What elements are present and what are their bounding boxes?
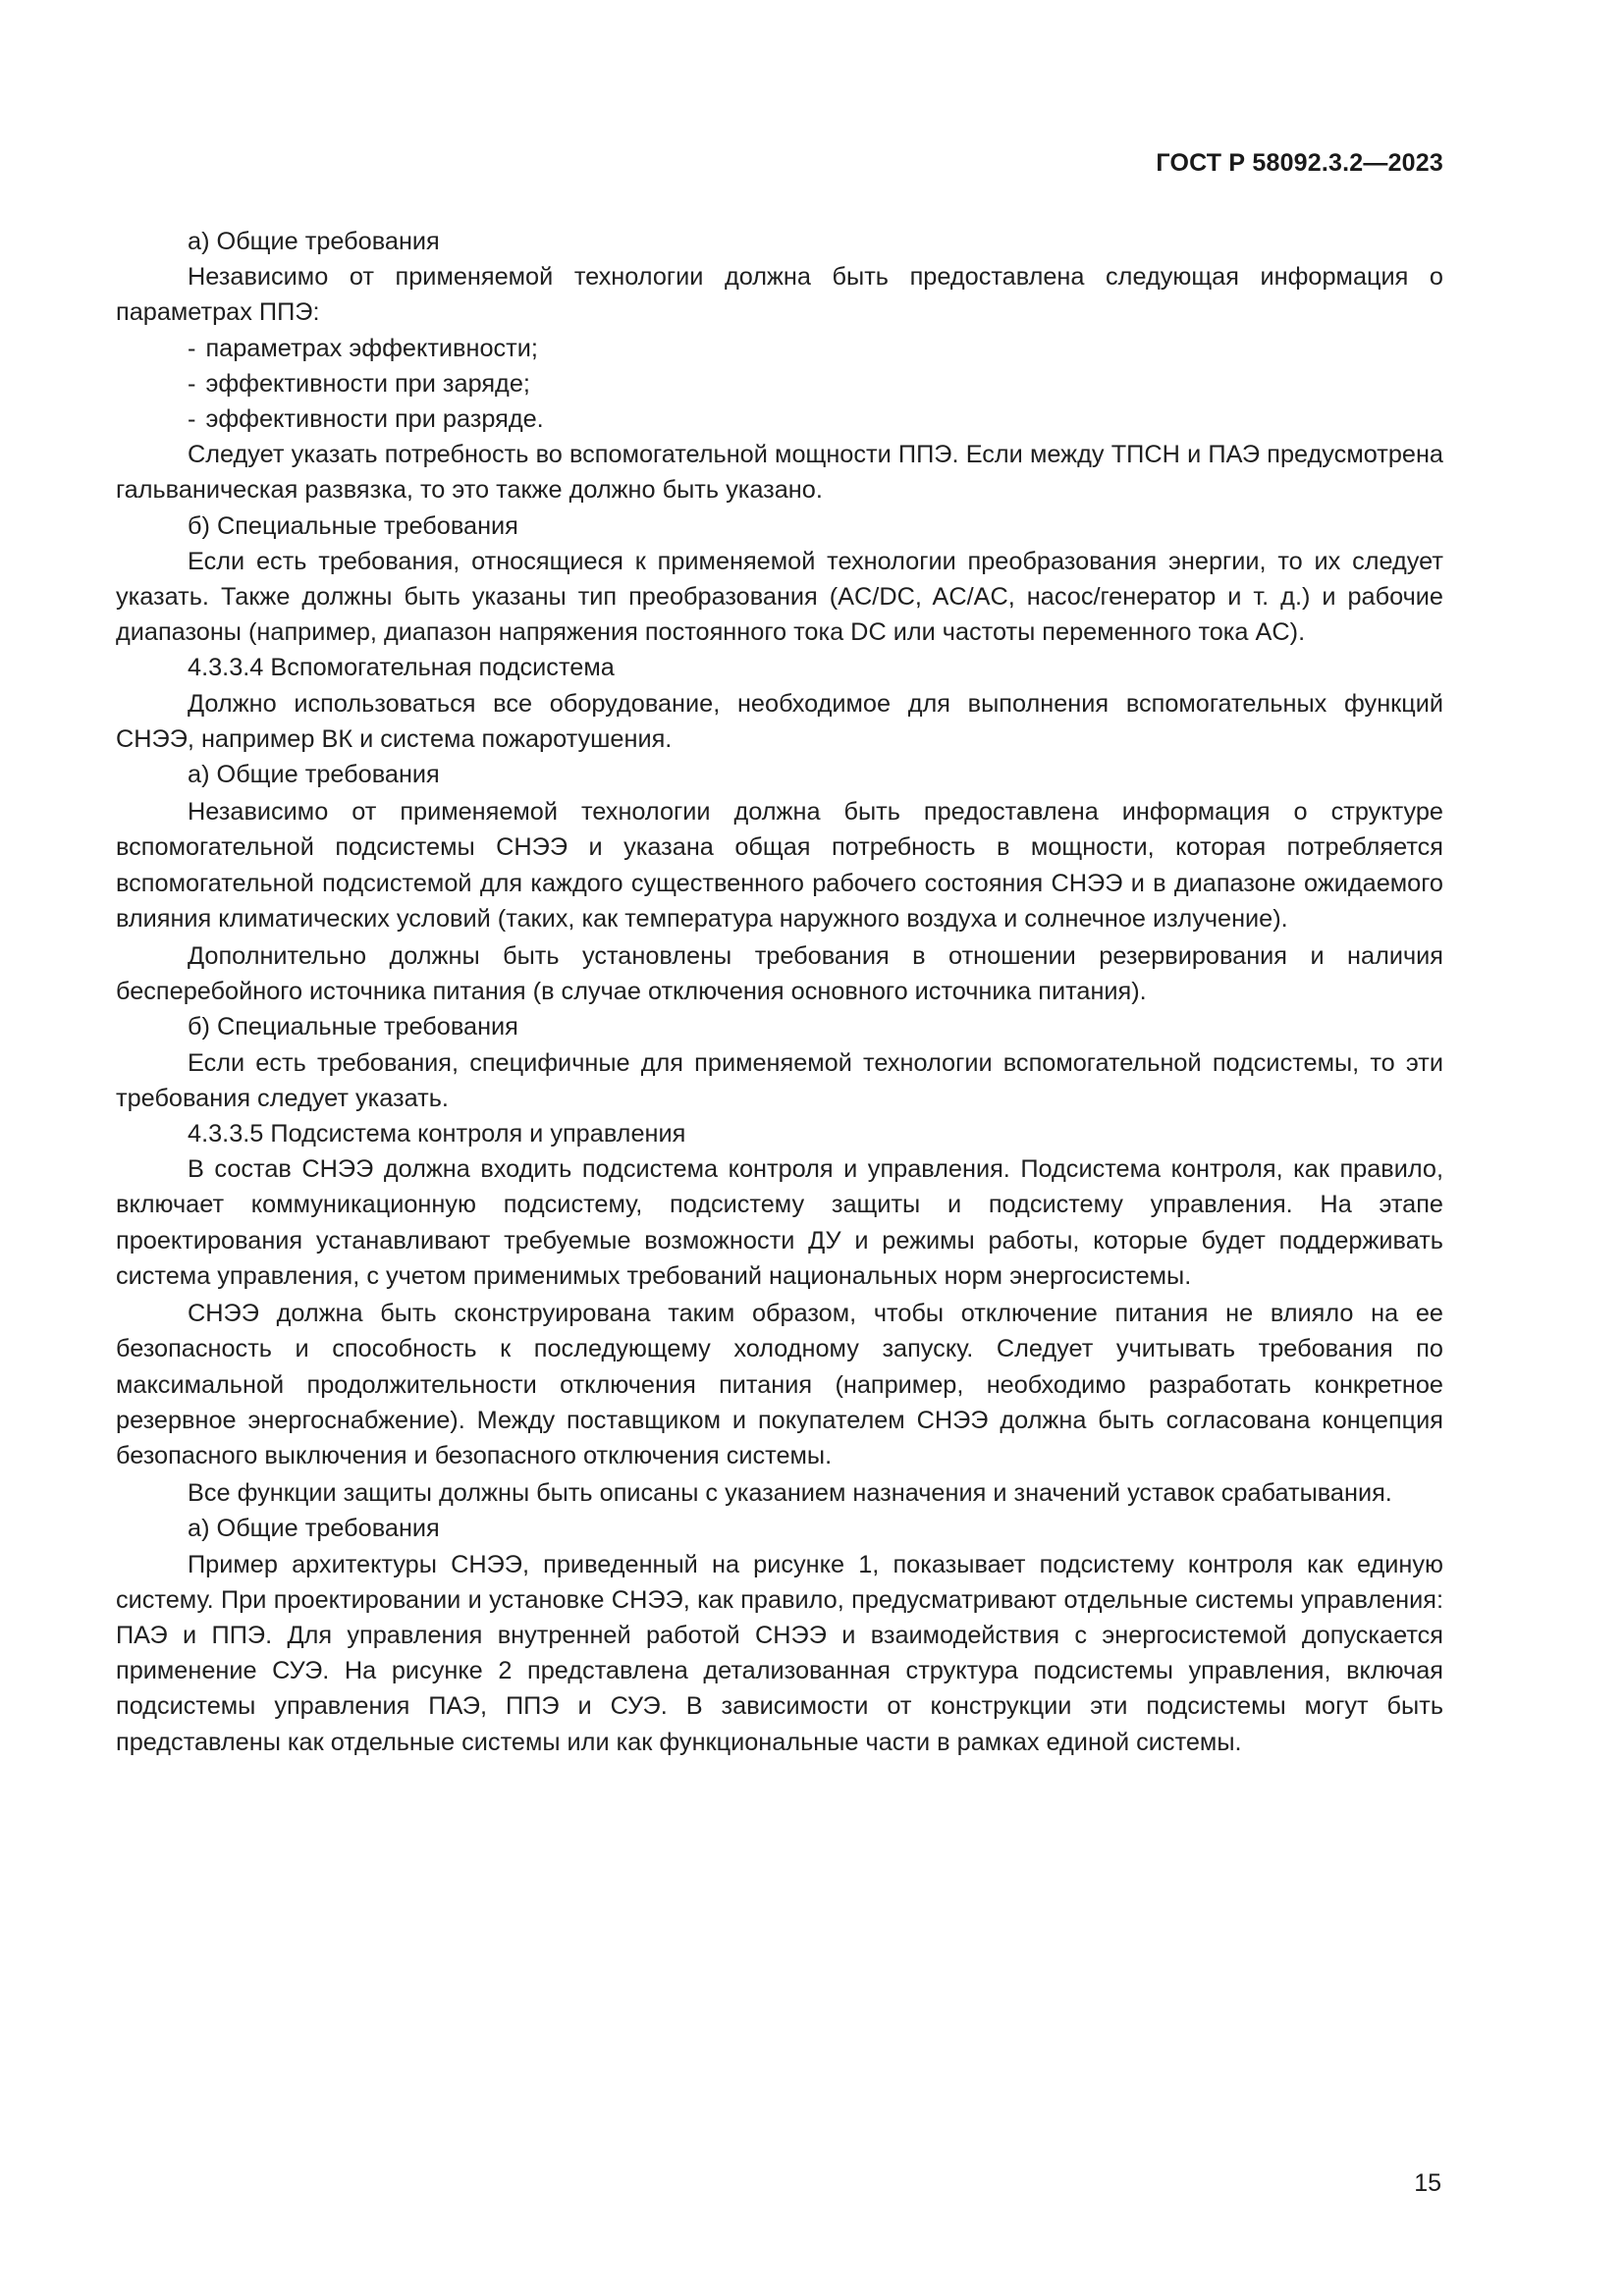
list-marker: -: [188, 405, 196, 434]
paragraph: Независимо от применяемой технологии должна быть предоставлена информация о структуре вспомогательной подсистемы СНЭЭ и указана общая потребность в мощности, которая потребляется вспомогательной подсистемой для каждого существенного рабочего состояния СНЭЭ и в диапазоне ожидаемого влияния климатических условий (таких, как температура наружного воздуха и солнечное излучение).: [116, 798, 1443, 933]
document-header: ГОСТ Р 58092.3.2—2023: [1156, 149, 1443, 177]
list-item-text: эффективности при заряде;: [205, 369, 530, 398]
paragraph: Все функции защиты должны быть описаны с указанием назначения и значений уставок срабатывания.: [188, 1479, 1392, 1508]
paragraph: Следует указать потребность во вспомогательной мощности ППЭ. Если между ТПСН и ПАЭ предусмотрена гальваническая развязка, то это также должно быть указано.: [116, 441, 1443, 505]
paragraph: Должно использоваться все оборудование, необходимое для выполнения вспомогательных функций СНЭЭ, например ВК и система пожаротушения.: [116, 689, 1443, 753]
paragraph: Если есть требования, относящиеся к применяемой технологии преобразования энергии, то их следует указать. Также должны быть указаны тип преобразования (AC/DC, AC/AC, насос/генератор и т. д.) и рабочие диапазоны (например, диапазон напряжения постоянного тока DC или частоты переменного тока AC).: [116, 547, 1443, 647]
paragraph: Дополнительно должны быть установлены требования в отношении резервирования и наличия бесперебойного источника питания (в случае отключения основного источника питания).: [116, 942, 1443, 1006]
paragraph: СНЭЭ должна быть сконструирована таким образом, чтобы отключение питания не влияло на ее безопасность и способность к последующему холодному запуску. Следует учитывать требования по максимальной продолжительности отключения питания (например, необходимо разработать конкретное резервное энергоснабжение). Между поставщиком и покупателем СНЭЭ должна быть согласована концепция безопасного выключения и безопасного отключения системы.: [116, 1300, 1443, 1469]
list-item-text: параметрах эффективности;: [205, 334, 538, 362]
list-item: [116, 366, 1443, 401]
subsection-heading: а) Общие требования: [188, 228, 440, 255]
page-number: 15: [1414, 2169, 1441, 2197]
subsection-heading: б) Специальные требования: [188, 1013, 518, 1041]
subsection-heading: а) Общие требования: [188, 1515, 440, 1543]
list-marker: -: [188, 334, 196, 362]
document-body: [116, 224, 1443, 1760]
section-heading: 4.3.3.4 Вспомогательная подсистема: [188, 654, 615, 682]
paragraph: Если есть требования, специфичные для применяемой технологии вспомогательной подсистемы, то эти требования следует указать.: [116, 1048, 1443, 1112]
paragraph: Пример архитектуры СНЭЭ, приведенный на рисунке 1, показывает подсистему контроля как единую систему. При проектировании и установке СНЭЭ, как правило, предусматривают отдельные системы управления: ПАЭ и ППЭ. Для управления внутренней работой СНЭЭ и взаимодействия с энергосистемой допускается применение СУЭ. На рисунке 2 представлена детализованная структура подсистемы управления, включая подсистемы управления ПАЭ, ППЭ и СУЭ. В зависимости от конструкции эти подсистемы могут быть представлены как отдельные системы или как функциональные части в рамках единой системы.: [116, 1550, 1443, 1756]
subsection-heading: а) Общие требования: [188, 761, 440, 789]
list-item: [116, 401, 1443, 437]
section-heading: 4.3.3.5 Подсистема контроля и управления: [188, 1120, 686, 1148]
list-item-text: эффективности при разряде.: [205, 405, 544, 434]
list-marker: -: [188, 369, 196, 398]
list-item: [116, 331, 1443, 366]
paragraph: В состав СНЭЭ должна входить подсистема контроля и управления. Подсистема контроля, как правило, включает коммуникационную подсистему, подсистему защиты и подсистему управления. На этапе проектирования устанавливают требуемые возможности ДУ и режимы работы, которые будет поддерживать система управления, с учетом применимых требований национальных норм энергосистемы.: [116, 1155, 1443, 1290]
subsection-heading: б) Специальные требования: [188, 511, 518, 540]
paragraph: Независимо от применяемой технологии должна быть предоставлена следующая информация о параметрах ППЭ:: [116, 263, 1443, 327]
